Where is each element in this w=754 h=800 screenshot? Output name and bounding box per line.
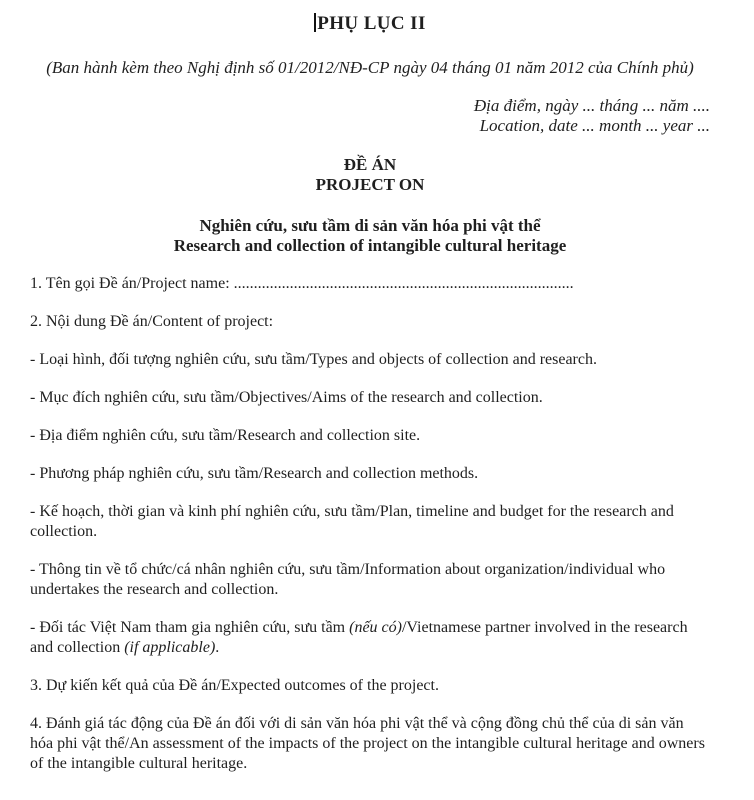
date-line-vi: Địa điểm, ngày ... tháng ... năm ....	[473, 96, 710, 115]
text-segment: - Đối tác Việt Nam tham gia nghiên cứu, sưu tầm	[30, 619, 350, 636]
project-subject-vi: Nghiên cứu, sưu tầm di sản văn hóa phi vật thể	[199, 216, 541, 235]
project-subject-en: Research and collection of intangible cultural heritage	[173, 236, 567, 255]
project-name-line	[30, 274, 710, 294]
text-segment: .	[215, 639, 220, 656]
text-segment: - Kế hoạch, thời gian và kinh phí nghiên cứu, sưu tầm/Plan, timeline and budget for the research and collection.	[30, 503, 674, 540]
italic-text-segment: (if applicable)	[124, 639, 216, 656]
appendix-title	[30, 12, 710, 36]
bullet-objectives	[30, 388, 710, 408]
appendix-title-text: PHỤ LỤC II	[317, 13, 426, 34]
text-segment: 4. Đánh giá tác động của Đề án đối với di sản văn hóa phi vật thể và cộng đồng chủ thể của di sản văn hóa phi vật thể/An assessment of the impacts of the project on the intangible cultural heritage and owners of the intangible cultural heritage.	[30, 715, 705, 772]
text-segment: /Vietnamese partner involved in the research and collection	[30, 619, 688, 656]
date-line-en: Location, date ... month ... year ...	[479, 116, 710, 135]
text-segment: - Địa điểm nghiên cứu, sưu tầm/Research and collection site.	[30, 427, 421, 444]
text-segment: 2. Nội dung Đề án/Content of project:	[30, 313, 274, 330]
text-cursor	[314, 13, 316, 32]
bullet-plan-budget	[30, 502, 710, 542]
impact-assessment-line	[30, 714, 710, 774]
bullet-methods	[30, 464, 710, 484]
text-segment: - Phương pháp nghiên cứu, sưu tầm/Research and collection methods.	[30, 465, 479, 482]
project-subject-block	[30, 216, 710, 256]
decree-note: (Ban hành kèm theo Nghị định số 01/2012/NĐ-CP ngày 04 tháng 01 năm 2012 của Chính phủ)	[46, 58, 694, 77]
bullet-vietnamese-partner	[30, 618, 710, 658]
italic-text-segment: (nếu có)	[349, 619, 402, 636]
text-segment: - Thông tin về tổ chức/cá nhân nghiên cứu, sưu tầm/Information about organization/individual who undertakes the research and collection.	[30, 561, 666, 598]
text-segment: - Mục đích nghiên cứu, sưu tầm/Objectives/Aims of the research and collection.	[30, 389, 543, 406]
date-block	[30, 96, 710, 136]
bullet-types-objects	[30, 350, 710, 370]
paragraph-list	[30, 274, 710, 774]
bullet-organization-info	[30, 560, 710, 600]
expected-outcomes-line	[30, 676, 710, 696]
text-segment: - Loại hình, đối tượng nghiên cứu, sưu tầm/Types and objects of collection and research.	[30, 351, 597, 368]
text-segment: 1. Tên gọi Đề án/Project name: .....................................................................................	[30, 275, 574, 292]
text-segment: 3. Dự kiến kết quả của Đề án/Expected outcomes of the project.	[30, 677, 439, 694]
project-title-block	[30, 155, 710, 195]
project-title-vi: ĐỀ ÁN	[343, 155, 397, 174]
content-heading	[30, 312, 710, 332]
bullet-site	[30, 426, 710, 446]
project-title-en: PROJECT ON	[315, 175, 425, 194]
